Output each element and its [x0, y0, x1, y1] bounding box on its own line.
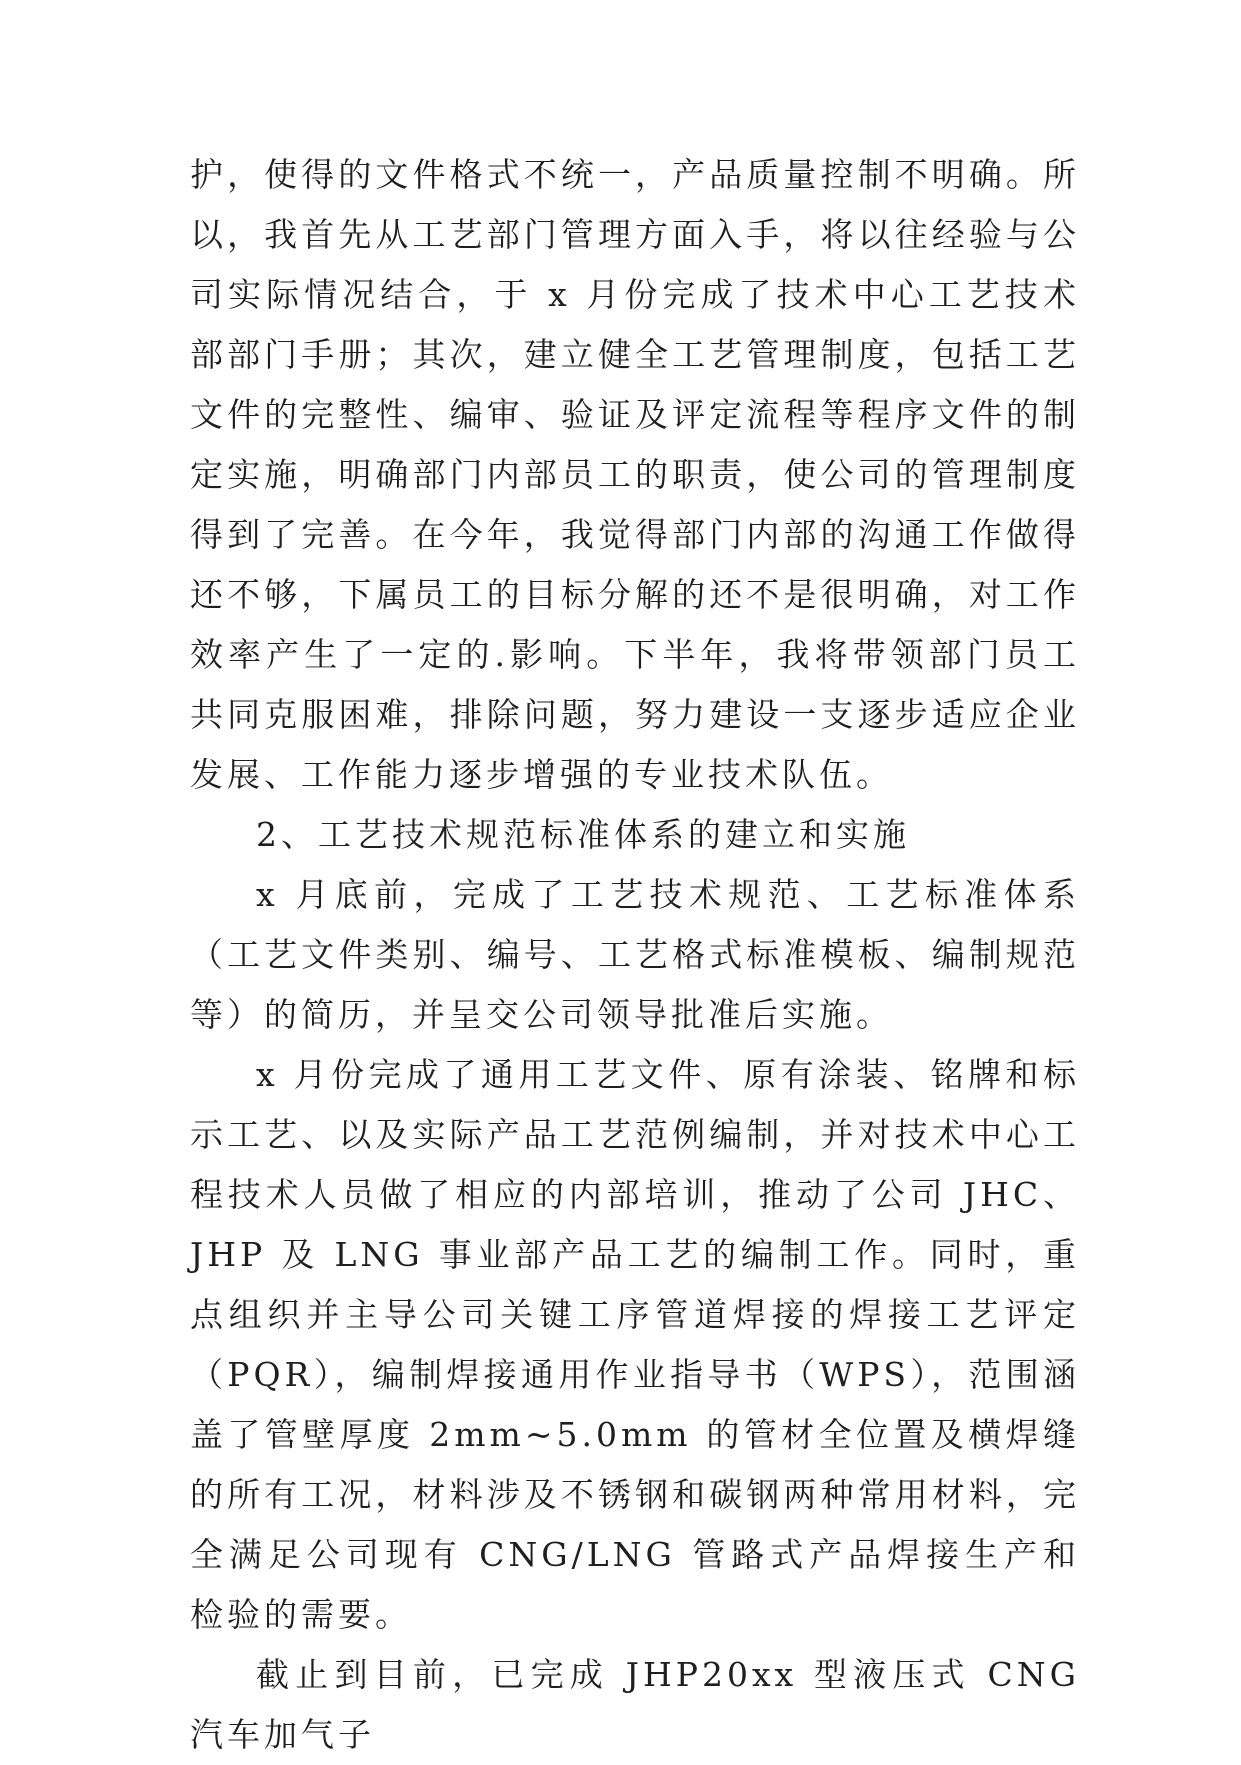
- paragraph-intro-continued: 护，使得的文件格式不统一，产品质量控制不明确。所以，我首先从工艺部门管理方面入手，将以往经验与公司实际情况结合，于 x 月份完成了技术中心工艺技术部部门手册；其次，建立健全工艺管理制度，包括工艺文件的完整性、编审、验证及评定流程等程序文件的制定实施，明确部门内部员工的职责，使公司的管理制度得到了完善。在今年，我觉得部门内部的沟通工作做得还不够，下属员工的目标分解的还不是很明确，对工作效率产生了一定的.影响。下半年，我将带领部门员工共同克服困难，排除问题，努力建设一支逐步适应企业发展、工作能力逐步增强的专业技术队伍。: [190, 155, 1080, 794]
- section-heading-process-standards: 2、工艺技术规范标准体系的建立和实施: [256, 815, 910, 854]
- paragraph-progress-to-date: 截止到目前，已完成 JHP20xx 型液压式 CNG 汽车加气子: [190, 1655, 1080, 1754]
- paragraph-standards-system: x 月底前，完成了工艺技术规范、工艺标准体系（工艺文件类别、编号、工艺格式标准模板、编制规范等）的简历，并呈交公司领导批准后实施。: [190, 875, 1080, 1034]
- paragraph-general-process-files: x 月份完成了通用工艺文件、原有涂装、铭牌和标示工艺、以及实际产品工艺范例编制，并对技术中心工程技术人员做了相应的内部培训，推动了公司 JHC、JHP 及 LNG 事业部产品工艺的编制工作。同时，重点组织并主导公司关键工序管道焊接的焊接工艺评定（PQR），编制焊接通用作业指导书（WPS），范围涵盖了管壁厚度 2mm~5.0mm 的管材全位置及横焊缝的所有工况，材料涉及不锈钢和碳钢两种常用材料，完全满足公司现有 CNG/LNG 管路式产品焊接生产和检验的需要。: [190, 1055, 1080, 1634]
- document-body: [190, 145, 1080, 1765]
